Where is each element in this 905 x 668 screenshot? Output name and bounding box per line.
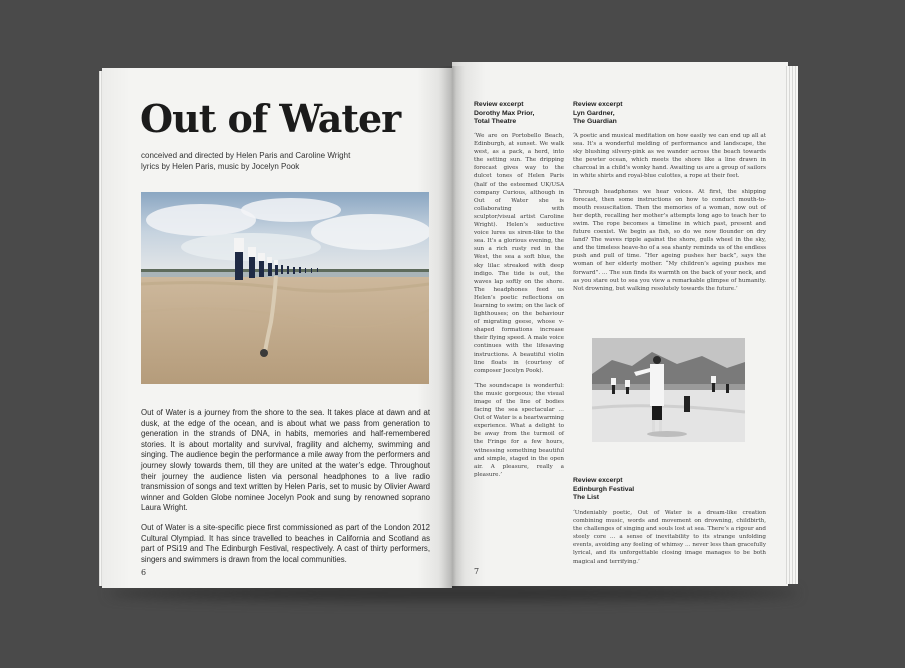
review-3-text	[573, 509, 766, 573]
review-2-paragraph-2: ‘Through headphones we hear voices. At first, the shipping forecast, then some instructions on how to conduct mouth-to-mouth resuscitation. Then the memories of a woman, now out of her depth, recalling her mother’s attempts long ago to teach her to swim. The rope becomes a timeline in which past, present and future coexist. We begin as fish, so do we now flounder on dry land? The waves ripple against the shore, gulls wheel in the sky, and the timeless heave-ho of a sea shanty reminds us of the endless push and pull of time. “Her ageing pushes her back”, says the woman of her elderly mother. “My children’s ageing pushes me forward”. … The sun finds its warmth on the back of your neck, and as you stare out to sea you view a remarkable glimpse of humanity. Not drowning, but walking resolutely towards the future.’	[573, 188, 766, 292]
review-2-heading: Review excerpt	[573, 101, 623, 108]
intro-text	[141, 408, 430, 574]
page-title: Out of Water	[140, 96, 401, 141]
review-2-text	[573, 132, 766, 300]
review-2-author: Lyn Gardner,	[573, 109, 615, 117]
intro-paragraph-1: Out of Water is a journey from the shore to the sea. It takes place at dawn and at dusk, at the edge of the ocean, and is about what we pass from generation to generation in the strands of DNA, in habits, memories and half-remembered stories. It is about mortality and survival, fragility and alchemy, swimming and singing. The audience begin the performance a mile away from the performers and journey slowly towards them, till they are united at the water’s edge. Throughout their journey the audience listen via personal headphones to a live radio transmission of songs and text written by Helen Paris, set to music by Olivier Award winner and Golden Globe nominee Jocelyn Pook and sung by renowned soprano Laura Wright.	[141, 408, 430, 513]
credits	[141, 150, 350, 172]
review-1-header	[474, 101, 534, 127]
review-2-header	[573, 101, 623, 127]
page-number-right: 7	[474, 567, 480, 576]
review-3-publication: The List	[573, 494, 600, 502]
book-gutter	[438, 66, 466, 588]
review-1-paragraph-2: ‘The soundscape is wonderful: the music gorgeous; the visual image of the line of bodies facing the sea spectacular … Out of Water is a heartwarming experience. What a delight to be away from the turmoil of the Fringe for a few hours, witnessing something beautiful and simple, staged in the open air. A pleasure, really a pleasure.’	[474, 382, 564, 478]
intro-paragraph-2: Out of Water is a site-specific piece first commissioned as part of the London 2012 Cultural Olympiad. It has since travelled to beaches in California and Scotland as part of PSi19 and The Edinburgh Festival, respectively. A cast of thirty performers, singers and swimmers is drawn from the local communities.	[141, 522, 430, 564]
book-shadow	[108, 586, 798, 600]
review-3-author: Edinburgh Festival	[573, 485, 635, 493]
review-1-text	[474, 132, 564, 486]
review-2-publication: The Guardian	[573, 118, 617, 126]
review-1-publication: Total Theatre	[474, 118, 517, 126]
review-3-heading: Review excerpt	[573, 477, 623, 484]
page-number-left: 6	[141, 568, 147, 577]
review-3-paragraph-1: ‘Undeniably poetic, Out of Water is a dream-like creation combining music, words and movement on drowning, childbirth, the challenges of singing and souls lost at sea. There’s a rigour and steely core … a sense of inevitability to its strange unfolding events, avoiding any feeling of whimsy … never less than gracefully lyrical, and its unforgettable closing image manages to be both magical and terrifying.’	[573, 510, 766, 565]
review-1-author: Dorothy Max Prior,	[474, 109, 535, 117]
right-page-edges	[786, 66, 798, 584]
review-3-header	[573, 477, 634, 503]
review-1-heading: Review excerpt	[474, 101, 524, 108]
credits-music: lyrics by Helen Paris, music by Jocelyn Pook	[141, 162, 300, 171]
beach-dancers-photo	[592, 338, 745, 442]
review-1-paragraph-1: ‘We are on Portobello Beach, Edinburgh, at sunset. We walk west, as a pack, a herd, into the setting sun. The dripping forecast gives way to the dulcet tones of Helen Paris (half of the esteemed UK/USA company Curious, although in Out of Water she is collaborating with sculptor/visual artist Caroline Wright). Helen’s seductive voice lures us siren-like to the sea. It’s a glorious evening, the sun a rich rusty red in the West, the sea a soft blue, the sky lilac streaked with deep indigo. The tide is out, the waves lap softly on the shore. The headphones feed us Helen’s poetic reflections on learning to swim; on the lack of lighthouses; on the behaviour of migrating geese, whose v-shaped formations increase their flying speed. A male voice continues with the lifesaving instructions. A beautiful violin line floats in (courtesy of composer Jocelyn Pook).	[474, 133, 564, 374]
credits-direction: conceived and directed by Helen Paris and Caroline Wright	[141, 151, 351, 160]
beach-performers-photo	[141, 192, 429, 384]
review-2-paragraph-1: ‘A poetic and musical meditation on how easily we can end up all at sea. It’s a wonderful melding of performance and landscape, the sky blushing silvery-pink as we wander across the beach towards the pewter ocean, which meets the shore like a line drawn in charcoal in a child’s wonky hand. Awaiting us are a group of sailors in white shirts and royal-blue culottes, a rope at their feet.	[573, 133, 766, 180]
